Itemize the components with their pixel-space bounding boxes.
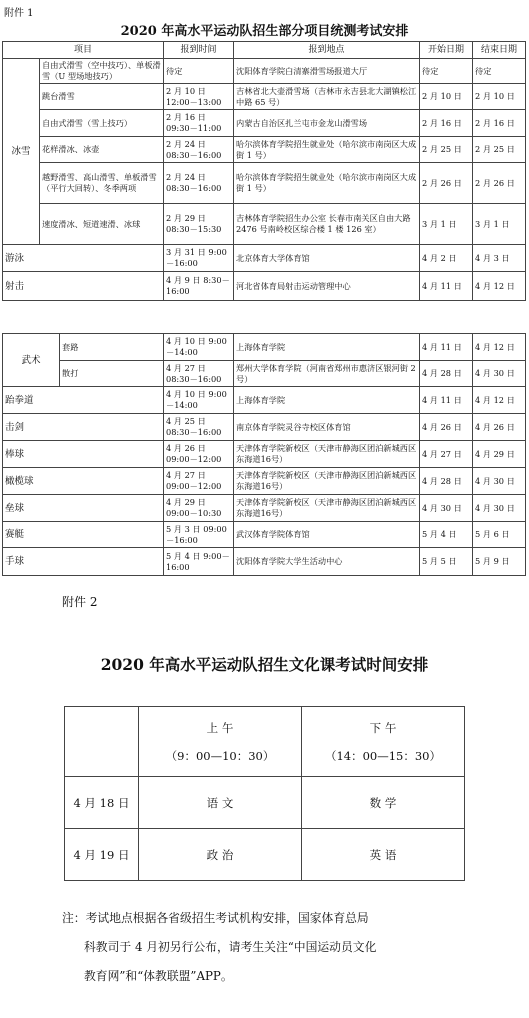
annex-1-label: 附件 1 (4, 8, 34, 19)
report-time: 4 月 10 日 9:00－14:00 (164, 387, 234, 414)
end-date: 4 月 26 日 (473, 414, 526, 441)
table-row (3, 387, 526, 414)
report-time: 5 月 4 日 9:00－16:00 (164, 548, 234, 576)
footnote-line: 教育网”和“体教联盟”APP。 (84, 969, 233, 983)
report-place: 武汉体育学院体育馆 (234, 522, 420, 548)
morning-time: （9：00—10：30） (165, 748, 275, 763)
project-name: 击剑 (3, 414, 164, 441)
afternoon-subject: 数 学 (302, 777, 465, 829)
project-name: 游泳 (3, 245, 164, 272)
header-time: 报到时间 (164, 42, 234, 59)
start-date: 4 月 30 日 (420, 495, 473, 522)
sub-item: 自由式滑雪（雪上技巧） (40, 110, 164, 137)
afternoon-label: 下 午 (369, 720, 397, 735)
end-date: 4 月 30 日 (473, 468, 526, 495)
report-place: 内蒙古自治区扎兰屯市金龙山滑雪场 (234, 110, 420, 137)
morning-header (139, 707, 302, 777)
start-date: 2 月 10 日 (420, 84, 473, 110)
report-place: 吉林省北大壶滑雪场（吉林市永吉县北大湖镇松江中路 65 号） (234, 84, 420, 110)
report-time: 待定 (164, 59, 234, 84)
report-place: 郑州大学体育学院（河南省郑州市惠济区银河街 2 号） (234, 361, 420, 387)
table-row (3, 548, 526, 576)
project-name: 橄榄球 (3, 468, 164, 495)
table-header-row (3, 42, 526, 59)
report-time: 2 月 10 日 12:00－13:00 (164, 84, 234, 110)
start-date: 4 月 11 日 (420, 334, 473, 361)
table-row (3, 361, 526, 387)
report-time: 5 月 3 日 09:00－16:00 (164, 522, 234, 548)
end-date: 2 月 10 日 (473, 84, 526, 110)
footnote-line: 科教司于 4 月初另行公布，请考生关注“中国运动员文化 (84, 940, 377, 954)
report-place: 北京体育大学体育馆 (234, 245, 420, 272)
report-place: 吉林体育学院招生办公室 长春市南关区自由大路 2476 号南岭校区综合楼 1 楼 126 室） (234, 204, 420, 245)
start-date: 3 月 1 日 (420, 204, 473, 245)
report-time: 2 月 24 日 08:30－16:00 (164, 163, 234, 204)
exam-table-part2 (2, 333, 526, 576)
end-date: 2 月 16 日 (473, 110, 526, 137)
report-time: 2 月 16 日 09:30－11:00 (164, 110, 234, 137)
culture-exam-title: 2020 年高水平运动队招生文化课考试时间安排 (100, 655, 429, 674)
table-header-row (65, 707, 465, 777)
afternoon-header (302, 707, 465, 777)
start-date: 2 月 16 日 (420, 110, 473, 137)
afternoon-subject: 英 语 (302, 829, 465, 881)
end-date: 2 月 25 日 (473, 137, 526, 163)
table-row (3, 204, 526, 245)
project-name: 射击 (3, 272, 164, 301)
schedule-title: 2020 年高水平运动队招生部分项目统测考试安排 (120, 24, 409, 39)
exam-date: 4 月 18 日 (65, 777, 139, 829)
report-time: 4 月 9 日 8:30－16:00 (164, 272, 234, 301)
report-time: 4 月 26 日 09:00－12:00 (164, 441, 234, 468)
start-date: 4 月 26 日 (420, 414, 473, 441)
report-time: 4 月 25 日 08:30－16:00 (164, 414, 234, 441)
start-date: 5 月 4 日 (420, 522, 473, 548)
table-row (3, 334, 526, 361)
start-date: 4 月 27 日 (420, 441, 473, 468)
end-date: 4 月 3 日 (473, 245, 526, 272)
table-row (65, 829, 465, 881)
table-row (3, 110, 526, 137)
project-name: 赛艇 (3, 522, 164, 548)
end-date: 4 月 12 日 (473, 272, 526, 301)
header-project: 项目 (3, 42, 164, 59)
exam-date: 4 月 19 日 (65, 829, 139, 881)
end-date: 4 月 12 日 (473, 387, 526, 414)
corner-cell (65, 707, 139, 777)
report-time: 2 月 24 日 08:30－16:00 (164, 137, 234, 163)
report-place: 沈阳体育学院大学生活动中心 (234, 548, 420, 576)
report-place: 沈阳体育学院白清寨滑雪场报道大厅 (234, 59, 420, 84)
report-place: 哈尔滨体育学院招生就业处（哈尔滨市南岗区大成街 1 号） (234, 137, 420, 163)
afternoon-time: （14：00—15：30） (324, 748, 442, 763)
sub-item: 散打 (60, 361, 164, 387)
sub-item: 速度滑冰、短道速滑、冰球 (40, 204, 164, 245)
end-date: 4 月 30 日 (473, 361, 526, 387)
footnote (62, 904, 492, 991)
project-name: 垒球 (3, 495, 164, 522)
table-row (3, 468, 526, 495)
annex-2-label: 附件 2 (62, 595, 98, 609)
report-place: 上海体育学院 (234, 334, 420, 361)
end-date: 4 月 29 日 (473, 441, 526, 468)
report-time: 4 月 10 日 9:00－14:00 (164, 334, 234, 361)
morning-subject: 语 文 (139, 777, 302, 829)
report-time: 4 月 27 日 09:00－12:00 (164, 468, 234, 495)
report-place: 天津体育学院新校区（天津市静海区团泊新城西区东海道16号） (234, 441, 420, 468)
table-row (3, 137, 526, 163)
end-date: 2 月 26 日 (473, 163, 526, 204)
start-date: 4 月 28 日 (420, 468, 473, 495)
report-time: 4 月 29 日 09:00－10:30 (164, 495, 234, 522)
table-row (3, 495, 526, 522)
table-row (3, 163, 526, 204)
start-date: 4 月 11 日 (420, 387, 473, 414)
report-place: 天津体育学院新校区（天津市静海区团泊新城西区东海道16号） (234, 468, 420, 495)
group-ice-snow: 冰雪 (3, 59, 40, 245)
sub-item: 越野滑雪、高山滑雪、单板滑雪（平行大回转）、冬季两项 (40, 163, 164, 204)
header-start: 开始日期 (420, 42, 473, 59)
sub-item: 花样滑冰、冰壶 (40, 137, 164, 163)
report-place: 天津体育学院新校区（天津市静海区团泊新城西区东海道16号） (234, 495, 420, 522)
start-date: 2 月 25 日 (420, 137, 473, 163)
morning-label: 上 午 (206, 720, 234, 735)
end-date: 4 月 12 日 (473, 334, 526, 361)
end-date: 4 月 30 日 (473, 495, 526, 522)
report-place: 南京体育学院灵谷寺校区体育馆 (234, 414, 420, 441)
culture-exam-table (64, 706, 465, 881)
project-name: 棒球 (3, 441, 164, 468)
header-place: 报到地点 (234, 42, 420, 59)
report-place: 河北省体育局射击运动管理中心 (234, 272, 420, 301)
table-row (3, 59, 526, 84)
report-place: 哈尔滨体育学院招生就业处（哈尔滨市南岗区大成街 1 号） (234, 163, 420, 204)
end-date: 3 月 1 日 (473, 204, 526, 245)
report-place: 上海体育学院 (234, 387, 420, 414)
table-row (3, 272, 526, 301)
end-date: 待定 (473, 59, 526, 84)
footnote-line: 注：考试地点根据各省级招生考试机构安排，国家体育总局 (62, 911, 369, 925)
group-wushu: 武术 (3, 334, 60, 387)
table-row (3, 522, 526, 548)
start-date: 4 月 2 日 (420, 245, 473, 272)
exam-table-part1 (2, 41, 526, 301)
table-row (65, 777, 465, 829)
start-date: 待定 (420, 59, 473, 84)
table-row (3, 84, 526, 110)
header-end: 结束日期 (473, 42, 526, 59)
report-time: 2 月 29 日 08:30－15:30 (164, 204, 234, 245)
end-date: 5 月 9 日 (473, 548, 526, 576)
project-name: 手球 (3, 548, 164, 576)
start-date: 4 月 28 日 (420, 361, 473, 387)
sub-item: 套路 (60, 334, 164, 361)
table-row (3, 441, 526, 468)
table-row (3, 414, 526, 441)
report-time: 4 月 27 日 08:30－16:00 (164, 361, 234, 387)
table-row (3, 245, 526, 272)
start-date: 5 月 5 日 (420, 548, 473, 576)
sub-item: 自由式滑雪（空中技巧）、单板滑雪（U 型场地技巧） (40, 59, 164, 84)
end-date: 5 月 6 日 (473, 522, 526, 548)
sub-item: 跳台滑雪 (40, 84, 164, 110)
project-name: 跆拳道 (3, 387, 164, 414)
report-time: 3 月 31 日 9:00－16:00 (164, 245, 234, 272)
morning-subject: 政 治 (139, 829, 302, 881)
start-date: 4 月 11 日 (420, 272, 473, 301)
start-date: 2 月 26 日 (420, 163, 473, 204)
